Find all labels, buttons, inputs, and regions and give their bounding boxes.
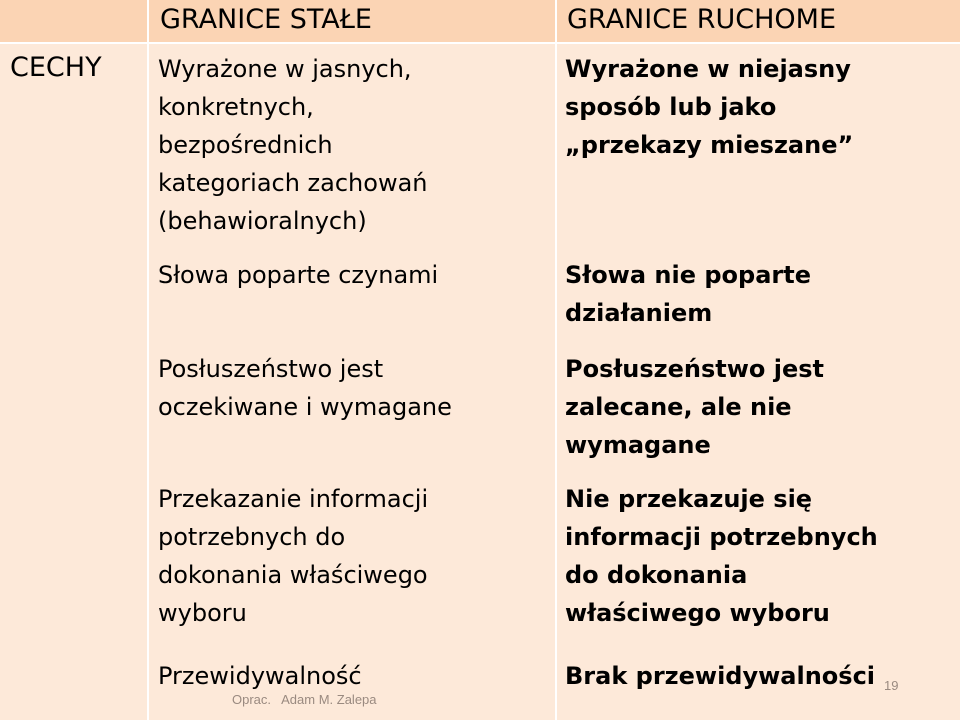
row-label-features: CECHY [10,52,102,83]
cell-fixed-expressed: Wyrażone w jasnych, konkretnych, bezpośrednich kategoriach zachowań (behawioralnych) [158,55,428,235]
cell-fixed-obedience: Posłuszeństwo jest oczekiwane i wymagane [158,355,452,421]
cell-fixed-predictability: Przewidywalność [158,662,362,690]
header-fixed-boundaries: GRANICE STAŁE [160,4,372,35]
cell-moving-predictability: Brak przewidywalności [565,662,876,690]
cell-moving-obedience: Posłuszeństwo jest zalecane, ale nie wymagane [565,355,825,459]
header-divider [0,42,960,44]
column-divider-1 [147,0,149,720]
cell-fixed-words-actions: Słowa poparte czynami [158,261,439,289]
column-divider-2 [555,0,557,720]
cell-moving-words-actions: Słowa nie poparte działaniem [565,261,811,327]
cell-fixed-information: Przekazanie informacji potrzebnych do dokonania właściwego wyboru [158,485,429,627]
header-moving-boundaries: GRANICE RUCHOME [567,4,836,35]
cell-moving-expressed: Wyrażone w niejasny sposób lub jako „przekazy mieszane” [565,55,854,159]
page-number: 19 [884,678,899,693]
footer-author: Oprac. Adam M. Zalepa [232,692,377,707]
cell-moving-information: Nie przekazuje się informacji potrzebnych do dokonania właściwego wyboru [565,485,878,627]
